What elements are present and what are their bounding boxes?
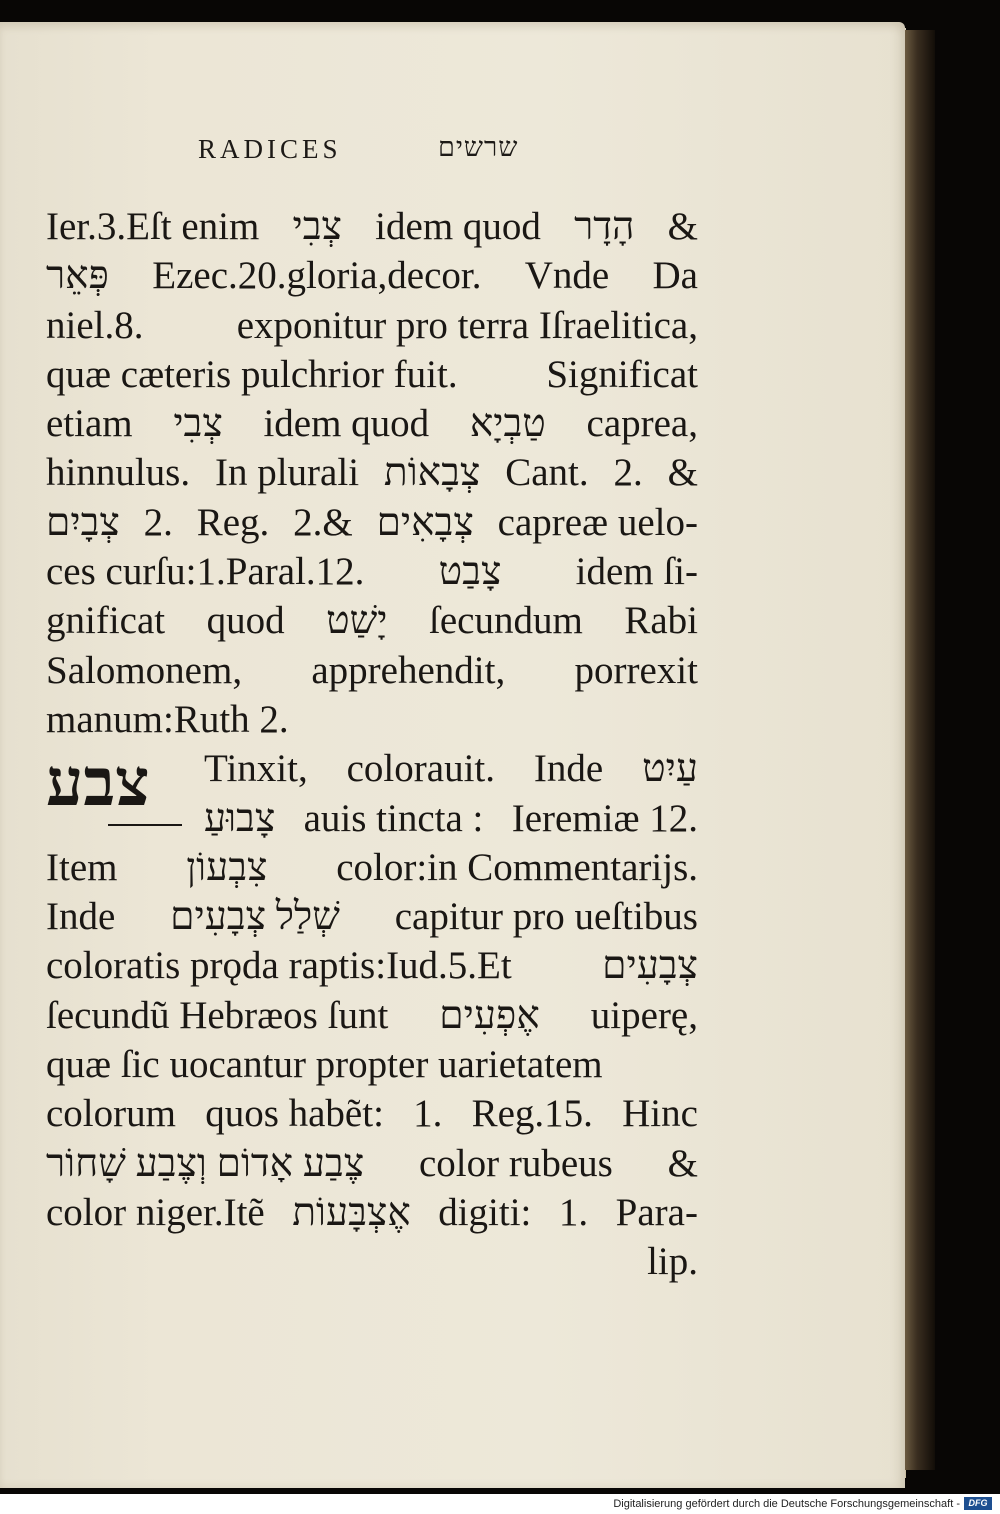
hebrew-word: צֶבַע אָדוֹם וְצֶבַע שָׁחוֹר — [46, 1141, 365, 1185]
text-run: exponitur pro terra Iſraelitica, — [236, 303, 698, 347]
hebrew-word: פְּאֵר — [46, 254, 109, 298]
text-run: In plurali — [214, 451, 360, 495]
text-run: niel.8. — [46, 303, 144, 347]
catchword-line — [46, 1237, 698, 1286]
text-run: ces curſu:1.Paral.12. — [46, 550, 365, 594]
text-line — [46, 695, 698, 744]
text-run: Item — [46, 845, 118, 889]
text-run: apprehendit, — [311, 648, 506, 692]
hebrew-word: הָדָר — [574, 205, 635, 248]
hebrew-word: יָשַׁט — [326, 599, 388, 643]
text-run: Rabi — [624, 599, 698, 643]
book-edge-shadow — [905, 30, 935, 1470]
text-run: quos habẽt: — [205, 1092, 384, 1136]
text-run: colorauit. — [346, 747, 495, 791]
text-line — [46, 1040, 698, 1089]
text-run: Ezec.20.gloria,decor. — [152, 254, 482, 298]
text-line — [46, 498, 698, 547]
digitization-footer — [0, 1494, 1000, 1514]
text-line — [46, 646, 698, 695]
text-run: 2.& — [293, 500, 353, 544]
text-run: coloratis prǫda raptis:Iud.5.Et — [46, 944, 512, 988]
text-run: 2. — [613, 451, 643, 495]
text-line — [46, 892, 698, 941]
text-run: color niger.Itẽ — [46, 1190, 265, 1234]
running-head — [0, 134, 905, 174]
text-run: idem quod — [263, 402, 430, 446]
text-line — [46, 596, 698, 645]
catchword: lip. — [647, 1240, 698, 1284]
text-run: Reg. — [196, 500, 270, 544]
text-run: uiperę, — [590, 993, 698, 1037]
hebrew-word: צְבָאִים — [376, 500, 474, 544]
hebrew-word: צְבִי — [292, 205, 342, 248]
text-run: quæ ſic uocantur propter uarietatem — [46, 1043, 603, 1087]
text-run: Inde — [533, 747, 604, 791]
funding-credit: Digitalisierung gefördert durch die Deutsche Forschungsgemeinschaft - — [613, 1498, 960, 1510]
text-run: digiti: — [438, 1190, 532, 1234]
running-head-latin: RADICES — [198, 134, 342, 164]
text-line — [46, 251, 698, 300]
hebrew-word: טַבְיָא — [469, 402, 546, 446]
text-line — [46, 1139, 698, 1188]
text-run: ſecundum — [429, 599, 583, 643]
text-run: manum:Ruth 2. — [46, 697, 289, 741]
body-text — [46, 202, 698, 1287]
text-run: Salomonem, — [46, 648, 243, 692]
text-run: Reg.15. — [471, 1092, 593, 1136]
text-line — [46, 843, 698, 892]
text-line — [46, 301, 698, 350]
text-run: hinnulus. — [46, 451, 191, 495]
text-line — [46, 399, 698, 448]
running-head-hebrew: שרשים — [438, 132, 519, 162]
text-line — [46, 547, 698, 596]
text-run: 1. — [413, 1092, 443, 1136]
entry-text-line — [46, 794, 698, 843]
text-run: Da — [652, 254, 698, 298]
text-run: Tinxit, — [204, 747, 308, 791]
text-run: 1. — [558, 1190, 589, 1234]
hebrew-word: צְבָעִים — [602, 944, 698, 988]
text-run: idem quod — [375, 205, 541, 248]
text-line — [46, 1188, 698, 1237]
text-run: caprea, — [586, 402, 698, 446]
text-run: capreæ uelo- — [497, 500, 698, 544]
text-line — [46, 202, 698, 251]
text-run: Significat — [546, 352, 698, 396]
text-run: etiam — [46, 402, 133, 446]
text-line — [46, 350, 698, 399]
text-line — [46, 448, 698, 497]
entry-heading-hebrew: צבע — [46, 747, 150, 820]
text-run: Ier.3.Eſt enim — [46, 205, 260, 248]
text-run: capitur pro ueſtibus — [394, 895, 698, 939]
text-run: Ieremiæ 12. — [511, 796, 698, 840]
text-run: quod — [206, 599, 285, 643]
text-run: Hinc — [622, 1092, 698, 1136]
hebrew-word: צָבַט — [438, 550, 502, 594]
text-line — [46, 991, 698, 1040]
text-run: Vnde — [524, 254, 610, 298]
entry-text-line — [46, 744, 698, 793]
text-run: auis tincta : — [303, 796, 484, 840]
hebrew-word: שְׁלַל צְבָעִים — [170, 895, 340, 939]
hebrew-word: צְבָיִם — [46, 500, 120, 544]
text-line — [46, 941, 698, 990]
dfg-logo: DFG — [964, 1497, 992, 1510]
text-run: & — [667, 1141, 698, 1185]
text-run: ſecundũ Hebræos ſunt — [46, 993, 389, 1037]
hebrew-word: צָבוּעַ — [204, 796, 276, 840]
text-run: & — [667, 205, 698, 248]
hebrew-word: אֶפְעִים — [439, 993, 540, 1037]
text-run: 2. — [143, 500, 173, 544]
text-line — [46, 1089, 698, 1138]
text-run: Cant. — [505, 451, 589, 495]
text-run: porrexit — [574, 648, 698, 692]
text-run: colorum — [46, 1092, 176, 1136]
text-run: & — [667, 451, 698, 495]
text-run: color rubeus — [418, 1141, 613, 1185]
hebrew-word: עַיִט — [642, 747, 698, 791]
book-page — [0, 22, 905, 1488]
text-run: color:in Commentarijs. — [336, 845, 698, 889]
text-run: idem ſi- — [575, 550, 698, 594]
hebrew-word: צִבְעוֹן — [186, 845, 268, 889]
hebrew-word: אֶצְבָּעוֹת — [292, 1190, 411, 1234]
text-run: Inde — [46, 895, 116, 939]
hebrew-word: צְבָאוֹת — [383, 451, 481, 495]
hebrew-word: צְבִי — [173, 402, 223, 446]
text-run: Para- — [615, 1190, 698, 1234]
text-run: gnificat — [46, 599, 166, 643]
text-run: quæ cæteris pulchrior fuit. — [46, 352, 458, 396]
